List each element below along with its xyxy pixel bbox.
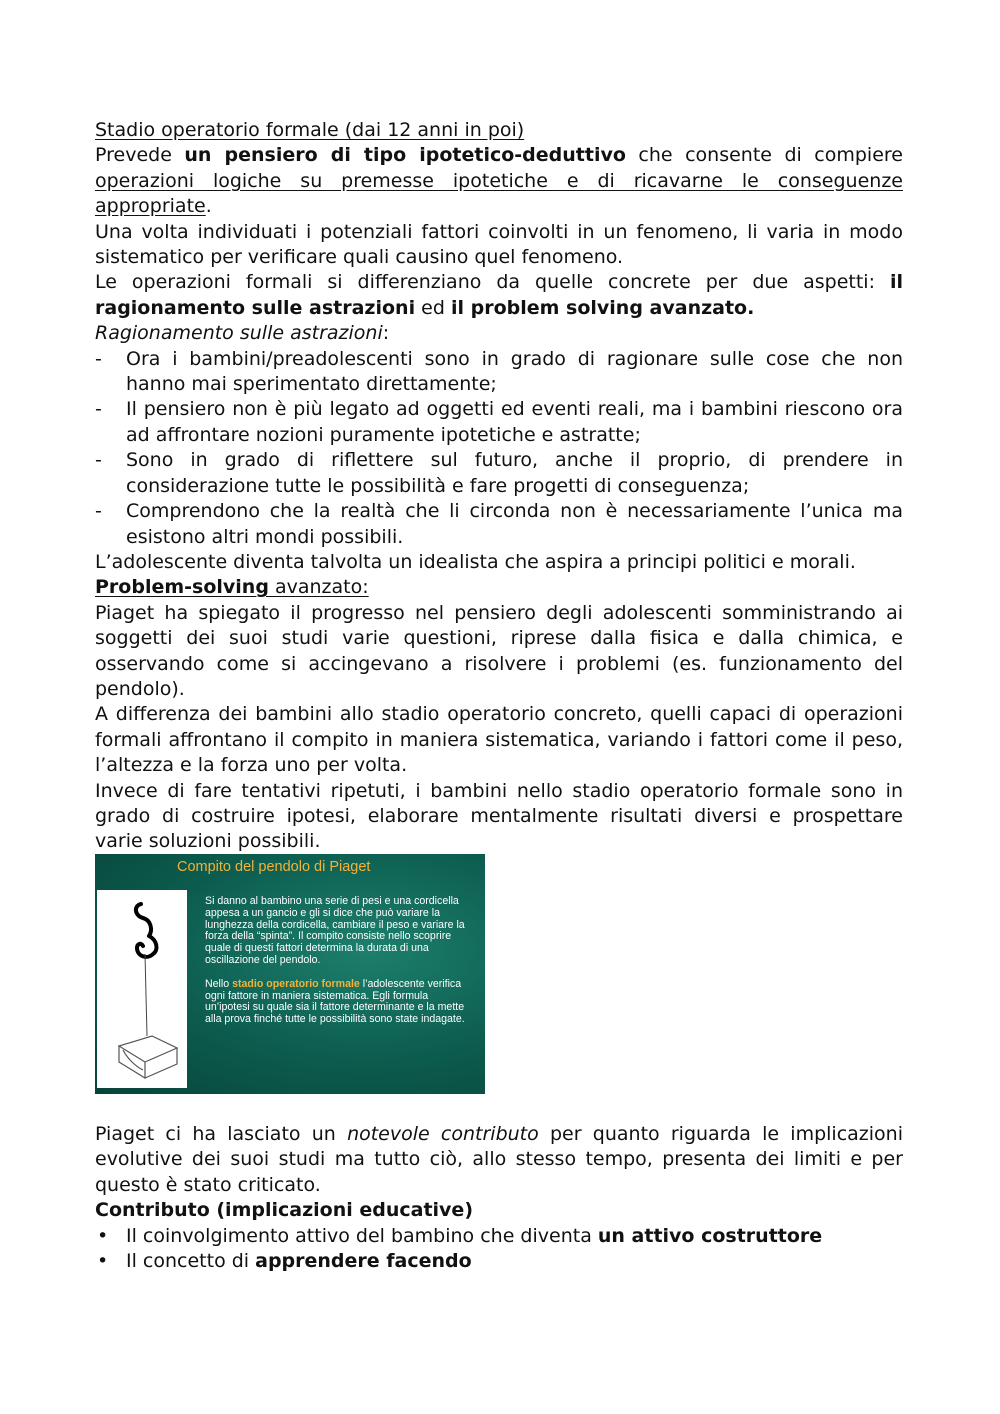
highlighted-text: stadio operatorio formale (232, 977, 360, 990)
list-item: - Comprendono che la realtà che li circonda non è necessariamente l’unica ma esistono altri mondi possibili. (95, 499, 903, 550)
abstraction-list (95, 347, 903, 550)
abstraction-heading (95, 321, 903, 346)
paragraph-idealist: L’adolescente diventa talvolta un idealista che aspira a principi politici e morali. (95, 550, 856, 573)
pendulum-drawing (97, 890, 187, 1088)
document-body (95, 118, 903, 855)
paragraph-piaget-progress: Piaget ha spiegato il progresso nel pensiero degli adolescenti somministrando ai soggetti dei suoi studi varie questioni, riprese dalla fisica e dalla chimica, e osservando come si accingevano a risolvere i problemi (es. funzionamento del pendolo). (95, 601, 903, 700)
text-span: per quanto riguarda le implicazioni evolutive dei suoi studi ma tutto ciò, allo stesso tempo, presenta dei limiti e per questo è stato criticato. (95, 1123, 903, 1196)
pendulum-slide-image (95, 854, 485, 1094)
text-span: Il coinvolgimento attivo del bambino che diventa (126, 1224, 598, 1247)
paragraph-contribution (95, 1122, 903, 1198)
section-title: Stadio operatorio formale (dai 12 anni in poi) (95, 119, 525, 141)
paragraph-hypothetical-deductive (95, 143, 903, 219)
list-item: - Il pensiero non è più legato ad oggetti ed eventi reali, ma i bambini riescono ora ad affrontare nozioni puramente ipotetiche e astratte; (95, 397, 903, 448)
slide-paragraph (205, 979, 475, 1026)
text-span: Prevede (95, 144, 185, 167)
slide-text (205, 896, 475, 1026)
hook-and-weight-icon (97, 890, 187, 1088)
text-span: l’adolescente verifica ogni fattore in maniera sistematica. Egli formula un’ipotesi su quale sia il fattore determinante e la mette alla prova finché tutte le possibilità sono state indagate. (205, 977, 465, 1026)
contribution-heading (95, 1198, 903, 1223)
contribution-list (95, 1224, 903, 1275)
italic-text: Ragionamento sulle astrazioni (95, 322, 383, 345)
list-item (95, 1224, 903, 1249)
bold-text: un pensiero di tipo ipotetico-deduttivo (184, 144, 626, 167)
paragraph-formal-operations: A differenza dei bambini allo stadio operatorio concreto, quelli capaci di operazioni formali affrontano il compito in maniera sistematica, variando i fattori come il peso, l’altezza e la forza uno per volta. (95, 703, 903, 777)
text-span: avanzato: (268, 576, 369, 599)
bold-text: un attivo costruttore (597, 1224, 823, 1247)
text-span: ed (415, 296, 451, 319)
slide-title: Compito del pendolo di Piaget (177, 859, 371, 875)
bold-text: il problem solving avanzato. (450, 296, 755, 319)
text-span: . (205, 195, 212, 218)
text-span: Piaget ci ha lasciato un (95, 1123, 348, 1145)
text-span: Il concetto di (126, 1250, 256, 1273)
text-span: : (382, 322, 390, 345)
bold-text: Problem-solving (95, 576, 269, 599)
problem-solving-heading (95, 575, 903, 600)
list-item (95, 1249, 903, 1274)
paragraph-two-aspects (95, 270, 903, 321)
list-item: - Ora i bambini/preadolescenti sono in grado di ragionare sulle cose che non hanno mai sperimentato direttamente; (95, 347, 903, 398)
underlined-text: operazioni logiche su premesse ipotetiche e di ricavarne le conseguenze appropriate (95, 169, 903, 218)
text-span: Nello (205, 977, 233, 990)
document-body-continued (95, 1122, 903, 1274)
list-item: - Sono in grado di riflettere sul futuro, anche il proprio, di prendere in considerazione tutte le possibilità e fare progetti di conseguenza; (95, 448, 903, 499)
paragraph-hypotheses: Invece di fare tentativi ripetuti, i bambini nello stadio operatorio formale sono in grado di costruire ipotesi, elaborare mentalmente risultati diversi e prospettare varie soluzioni possibili. (95, 779, 903, 853)
slide-paragraph: Si danno al bambino una serie di pesi e una cordicella appesa a un gancio e gli si dice che può variare la lunghezza della cordicella, cambiare il peso e variare la forza della “spinta”. Il compito consiste nello scoprire quale di questi fattori determina la durata di una oscillazione del pendolo. (205, 895, 465, 966)
paragraph-systematic-variation: Una volta individuati i potenziali fattori coinvolti in un fenomeno, li varia in modo sistematico per verificare quali causino quel fenomeno. (95, 220, 903, 269)
bold-text: Contributo (implicazioni educative) (95, 1199, 473, 1222)
bold-text: apprendere facendo (255, 1250, 472, 1273)
bold-text: il ragionamento sulle astrazioni (95, 271, 903, 319)
text-span: che consente di compiere (625, 144, 903, 167)
italic-text: notevole contributo (347, 1123, 539, 1145)
text-span: Le operazioni formali si differenziano da quelle concrete per due aspetti: (95, 271, 890, 294)
